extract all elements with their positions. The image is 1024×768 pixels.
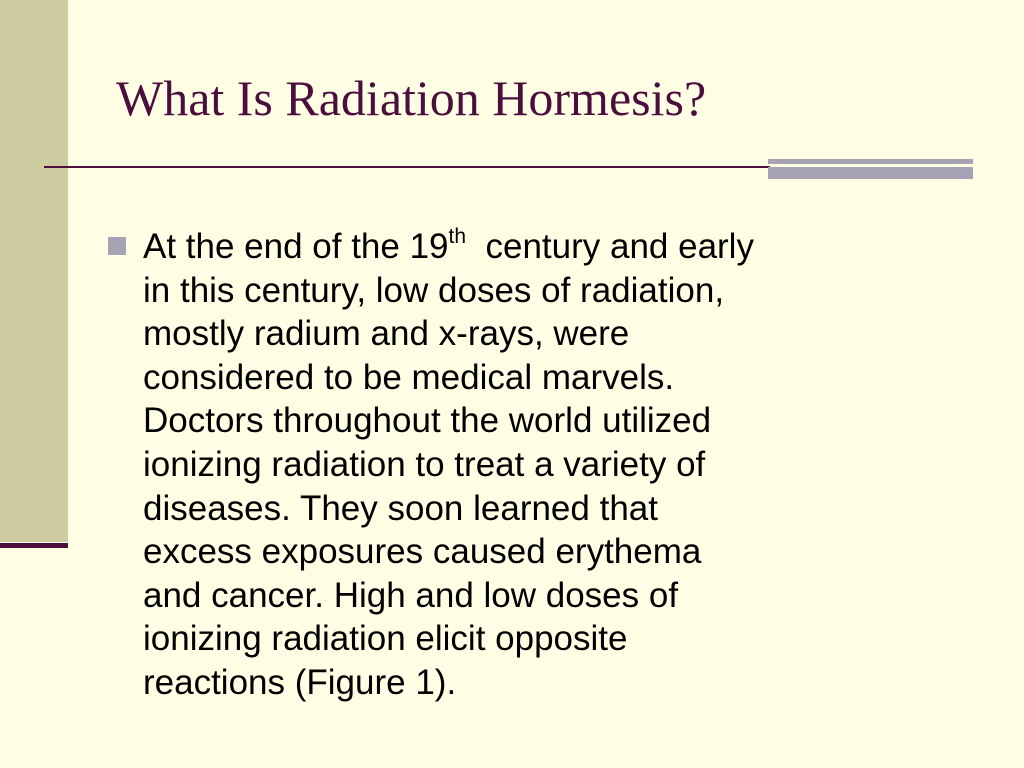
bullet-line-text: At the end of the 19	[143, 227, 449, 266]
left-accent-bar	[0, 543, 68, 548]
slide-title: What Is Radiation Hormesis?	[116, 70, 707, 126]
superscript-ordinal: th	[448, 225, 467, 248]
bullet-line: reactions (Figure 1).	[143, 662, 457, 702]
bullet-line: in this century, low doses of radiation,	[143, 270, 725, 310]
bullet-line: Doctors throughout the world utilized	[143, 401, 712, 441]
bullet-line-text: century and early	[466, 227, 754, 266]
bullet-line: and cancer. High and low doses of	[143, 575, 679, 615]
title-underline	[44, 166, 770, 168]
bullet-line: considered to be medical marvels.	[143, 357, 675, 397]
bullet-paragraph	[143, 225, 973, 705]
bullet-line: ionizing radiation to treat a variety of	[143, 444, 706, 484]
bullet-line: diseases. They soon learned that	[143, 488, 658, 528]
title-accent-bars	[768, 159, 973, 179]
bullet-line: excess exposures caused erythema	[143, 532, 702, 572]
bullet-line: ionizing radiation elicit opposite	[143, 619, 628, 659]
bullet-line: mostly radium and x-rays, were	[143, 314, 630, 354]
left-decorative-band	[0, 0, 68, 542]
square-bullet-icon	[108, 237, 126, 255]
bullet-line	[143, 225, 973, 269]
